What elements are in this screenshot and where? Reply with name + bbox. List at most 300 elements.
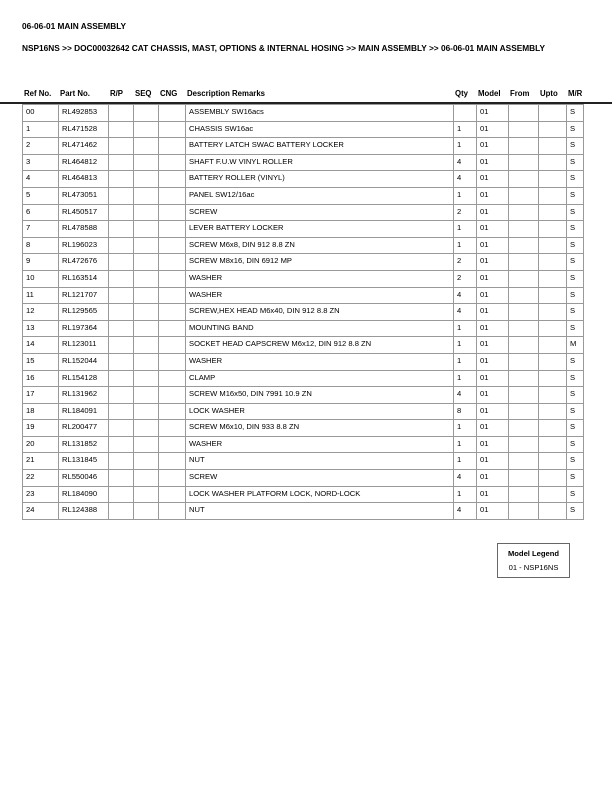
cell-from bbox=[509, 337, 539, 354]
table-row bbox=[23, 270, 584, 287]
cell-qty: 4 bbox=[454, 287, 477, 304]
cell-from bbox=[509, 105, 539, 122]
cell-mr: S bbox=[567, 221, 584, 238]
cell-from bbox=[509, 503, 539, 520]
cell-part-no: RL473051 bbox=[59, 187, 109, 204]
cell-model: 01 bbox=[477, 453, 509, 470]
table-row bbox=[23, 403, 584, 420]
cell-cng bbox=[159, 270, 186, 287]
cell-qty: 1 bbox=[454, 121, 477, 138]
cell-from bbox=[509, 187, 539, 204]
cell-upto bbox=[539, 105, 567, 122]
cell-mr: S bbox=[567, 387, 584, 404]
cell-seq bbox=[134, 320, 159, 337]
cell-part-no: RL197364 bbox=[59, 320, 109, 337]
model-legend bbox=[497, 543, 570, 578]
cell-model: 01 bbox=[477, 270, 509, 287]
cell-seq bbox=[134, 138, 159, 155]
cell-seq bbox=[134, 121, 159, 138]
cell-model: 01 bbox=[477, 420, 509, 437]
cell-description: LOCK WASHER bbox=[186, 403, 454, 420]
cell-from bbox=[509, 304, 539, 321]
cell-model: 01 bbox=[477, 237, 509, 254]
cell-qty: 1 bbox=[454, 187, 477, 204]
cell-seq bbox=[134, 171, 159, 188]
cell-seq bbox=[134, 287, 159, 304]
cell-rp bbox=[109, 304, 134, 321]
cell-cng bbox=[159, 287, 186, 304]
cell-mr: S bbox=[567, 121, 584, 138]
cell-upto bbox=[539, 187, 567, 204]
cell-ref-no: 4 bbox=[23, 171, 59, 188]
cell-rp bbox=[109, 453, 134, 470]
cell-rp bbox=[109, 270, 134, 287]
cell-model: 01 bbox=[477, 154, 509, 171]
cell-seq bbox=[134, 237, 159, 254]
cell-description: SCREW M16x50, DIN 7991 10.9 ZN bbox=[186, 387, 454, 404]
cell-qty: 1 bbox=[454, 486, 477, 503]
cell-rp bbox=[109, 204, 134, 221]
cell-cng bbox=[159, 353, 186, 370]
cell-qty: 2 bbox=[454, 204, 477, 221]
cell-upto bbox=[539, 154, 567, 171]
cell-seq bbox=[134, 470, 159, 487]
cell-cng bbox=[159, 337, 186, 354]
cell-model: 01 bbox=[477, 320, 509, 337]
cell-model: 01 bbox=[477, 304, 509, 321]
cell-mr: S bbox=[567, 353, 584, 370]
cell-upto bbox=[539, 503, 567, 520]
cell-mr: S bbox=[567, 503, 584, 520]
table-row bbox=[23, 287, 584, 304]
cell-from bbox=[509, 320, 539, 337]
cell-rp bbox=[109, 105, 134, 122]
cell-seq bbox=[134, 503, 159, 520]
cell-ref-no: 20 bbox=[23, 436, 59, 453]
cell-description: BATTERY ROLLER (VINYL) bbox=[186, 171, 454, 188]
cell-from bbox=[509, 237, 539, 254]
cell-ref-no: 17 bbox=[23, 387, 59, 404]
cell-mr: S bbox=[567, 486, 584, 503]
cell-model: 01 bbox=[477, 503, 509, 520]
cell-part-no: RL550046 bbox=[59, 470, 109, 487]
cell-description: WASHER bbox=[186, 270, 454, 287]
cell-rp bbox=[109, 237, 134, 254]
cell-qty: 4 bbox=[454, 470, 477, 487]
cell-part-no: RL131852 bbox=[59, 436, 109, 453]
cell-upto bbox=[539, 486, 567, 503]
table-row bbox=[23, 171, 584, 188]
table-row bbox=[23, 337, 584, 354]
cell-description: MOUNTING BAND bbox=[186, 320, 454, 337]
cell-rp bbox=[109, 154, 134, 171]
cell-from bbox=[509, 470, 539, 487]
cell-mr: S bbox=[567, 254, 584, 271]
header-description: Description Remarks bbox=[187, 88, 265, 98]
cell-upto bbox=[539, 204, 567, 221]
cell-description: SCREW,HEX HEAD M6x40, DIN 912 8.8 ZN bbox=[186, 304, 454, 321]
cell-upto bbox=[539, 453, 567, 470]
cell-description: CHASSIS SW16ac bbox=[186, 121, 454, 138]
cell-seq bbox=[134, 105, 159, 122]
cell-upto bbox=[539, 138, 567, 155]
cell-cng bbox=[159, 436, 186, 453]
cell-description: WASHER bbox=[186, 436, 454, 453]
cell-cng bbox=[159, 503, 186, 520]
cell-model: 01 bbox=[477, 436, 509, 453]
table-row bbox=[23, 353, 584, 370]
cell-ref-no: 16 bbox=[23, 370, 59, 387]
cell-qty: 1 bbox=[454, 436, 477, 453]
header-seq: SEQ bbox=[135, 88, 152, 98]
cell-upto bbox=[539, 304, 567, 321]
cell-seq bbox=[134, 154, 159, 171]
cell-description: SCREW M6x8, DIN 912 8.8 ZN bbox=[186, 237, 454, 254]
cell-upto bbox=[539, 270, 567, 287]
cell-mr: S bbox=[567, 204, 584, 221]
table-row bbox=[23, 470, 584, 487]
cell-part-no: RL472676 bbox=[59, 254, 109, 271]
cell-from bbox=[509, 121, 539, 138]
cell-description: BATTERY LATCH SWAC BATTERY LOCKER bbox=[186, 138, 454, 155]
cell-part-no: RL464813 bbox=[59, 171, 109, 188]
cell-seq bbox=[134, 304, 159, 321]
cell-upto bbox=[539, 337, 567, 354]
cell-rp bbox=[109, 171, 134, 188]
cell-model: 01 bbox=[477, 370, 509, 387]
table-row bbox=[23, 420, 584, 437]
cell-model: 01 bbox=[477, 121, 509, 138]
cell-mr: S bbox=[567, 453, 584, 470]
header-cng: CNG bbox=[160, 88, 178, 98]
cell-seq bbox=[134, 403, 159, 420]
cell-model: 01 bbox=[477, 204, 509, 221]
cell-ref-no: 12 bbox=[23, 304, 59, 321]
table-row bbox=[23, 237, 584, 254]
cell-ref-no: 1 bbox=[23, 121, 59, 138]
table-row bbox=[23, 320, 584, 337]
cell-rp bbox=[109, 387, 134, 404]
cell-seq bbox=[134, 254, 159, 271]
cell-upto bbox=[539, 420, 567, 437]
cell-cng bbox=[159, 370, 186, 387]
cell-upto bbox=[539, 171, 567, 188]
cell-qty: 1 bbox=[454, 420, 477, 437]
cell-description: LOCK WASHER PLATFORM LOCK, NORD-LOCK bbox=[186, 486, 454, 503]
cell-upto bbox=[539, 221, 567, 238]
cell-upto bbox=[539, 121, 567, 138]
cell-mr: S bbox=[567, 304, 584, 321]
cell-ref-no: 19 bbox=[23, 420, 59, 437]
cell-ref-no: 3 bbox=[23, 154, 59, 171]
cell-cng bbox=[159, 221, 186, 238]
cell-model: 01 bbox=[477, 105, 509, 122]
cell-seq bbox=[134, 436, 159, 453]
cell-rp bbox=[109, 370, 134, 387]
cell-mr: S bbox=[567, 138, 584, 155]
cell-cng bbox=[159, 304, 186, 321]
cell-qty: 1 bbox=[454, 370, 477, 387]
cell-cng bbox=[159, 453, 186, 470]
table-row bbox=[23, 436, 584, 453]
cell-part-no: RL464812 bbox=[59, 154, 109, 171]
cell-cng bbox=[159, 171, 186, 188]
cell-description: SOCKET HEAD CAPSCREW M6x12, DIN 912 8.8 ZN bbox=[186, 337, 454, 354]
cell-description: SCREW bbox=[186, 204, 454, 221]
cell-description: NUT bbox=[186, 453, 454, 470]
cell-qty: 1 bbox=[454, 453, 477, 470]
table-row bbox=[23, 187, 584, 204]
cell-qty: 1 bbox=[454, 320, 477, 337]
cell-part-no: RL478588 bbox=[59, 221, 109, 238]
cell-description: SCREW M6x10, DIN 933 8.8 ZN bbox=[186, 420, 454, 437]
cell-part-no: RL492853 bbox=[59, 105, 109, 122]
cell-upto bbox=[539, 237, 567, 254]
cell-qty: 1 bbox=[454, 337, 477, 354]
cell-from bbox=[509, 154, 539, 171]
cell-rp bbox=[109, 187, 134, 204]
cell-part-no: RL131845 bbox=[59, 453, 109, 470]
cell-from bbox=[509, 171, 539, 188]
cell-rp bbox=[109, 320, 134, 337]
cell-model: 01 bbox=[477, 138, 509, 155]
cell-ref-no: 15 bbox=[23, 353, 59, 370]
cell-from bbox=[509, 420, 539, 437]
header-qty: Qty bbox=[455, 88, 468, 98]
cell-ref-no: 10 bbox=[23, 270, 59, 287]
cell-rp bbox=[109, 436, 134, 453]
cell-seq bbox=[134, 221, 159, 238]
cell-part-no: RL123011 bbox=[59, 337, 109, 354]
cell-mr: S bbox=[567, 370, 584, 387]
cell-ref-no: 5 bbox=[23, 187, 59, 204]
cell-rp bbox=[109, 221, 134, 238]
cell-model: 01 bbox=[477, 486, 509, 503]
cell-part-no: RL124388 bbox=[59, 503, 109, 520]
cell-cng bbox=[159, 154, 186, 171]
table-row bbox=[23, 387, 584, 404]
parts-table bbox=[22, 104, 584, 520]
cell-cng bbox=[159, 403, 186, 420]
cell-from bbox=[509, 287, 539, 304]
cell-qty bbox=[454, 105, 477, 122]
table-row bbox=[23, 154, 584, 171]
cell-qty: 4 bbox=[454, 503, 477, 520]
cell-part-no: RL471528 bbox=[59, 121, 109, 138]
cell-rp bbox=[109, 470, 134, 487]
cell-upto bbox=[539, 370, 567, 387]
cell-mr: S bbox=[567, 320, 584, 337]
cell-cng bbox=[159, 105, 186, 122]
cell-seq bbox=[134, 204, 159, 221]
cell-upto bbox=[539, 254, 567, 271]
header-ref-no: Ref No. bbox=[24, 88, 52, 98]
cell-rp bbox=[109, 420, 134, 437]
table-row bbox=[23, 486, 584, 503]
cell-ref-no: 9 bbox=[23, 254, 59, 271]
cell-from bbox=[509, 436, 539, 453]
cell-seq bbox=[134, 337, 159, 354]
cell-cng bbox=[159, 138, 186, 155]
cell-model: 01 bbox=[477, 287, 509, 304]
cell-ref-no: 14 bbox=[23, 337, 59, 354]
cell-ref-no: 6 bbox=[23, 204, 59, 221]
cell-description: LEVER BATTERY LOCKER bbox=[186, 221, 454, 238]
cell-part-no: RL450517 bbox=[59, 204, 109, 221]
cell-seq bbox=[134, 353, 159, 370]
cell-from bbox=[509, 387, 539, 404]
cell-ref-no: 24 bbox=[23, 503, 59, 520]
table-row bbox=[23, 138, 584, 155]
cell-description: WASHER bbox=[186, 353, 454, 370]
cell-ref-no: 00 bbox=[23, 105, 59, 122]
cell-upto bbox=[539, 470, 567, 487]
cell-ref-no: 11 bbox=[23, 287, 59, 304]
cell-upto bbox=[539, 387, 567, 404]
cell-from bbox=[509, 453, 539, 470]
cell-cng bbox=[159, 187, 186, 204]
cell-ref-no: 22 bbox=[23, 470, 59, 487]
cell-rp bbox=[109, 503, 134, 520]
cell-ref-no: 8 bbox=[23, 237, 59, 254]
cell-mr: M bbox=[567, 337, 584, 354]
cell-ref-no: 13 bbox=[23, 320, 59, 337]
table-row bbox=[23, 204, 584, 221]
cell-from bbox=[509, 370, 539, 387]
cell-part-no: RL184090 bbox=[59, 486, 109, 503]
cell-upto bbox=[539, 320, 567, 337]
cell-part-no: RL129565 bbox=[59, 304, 109, 321]
page-title: 06-06-01 MAIN ASSEMBLY bbox=[22, 21, 127, 31]
cell-from bbox=[509, 270, 539, 287]
cell-part-no: RL154128 bbox=[59, 370, 109, 387]
cell-qty: 8 bbox=[454, 403, 477, 420]
cell-part-no: RL200477 bbox=[59, 420, 109, 437]
cell-from bbox=[509, 138, 539, 155]
cell-upto bbox=[539, 436, 567, 453]
cell-from bbox=[509, 254, 539, 271]
cell-seq bbox=[134, 387, 159, 404]
cell-mr: S bbox=[567, 171, 584, 188]
header-from: From bbox=[510, 88, 530, 98]
table-row bbox=[23, 503, 584, 520]
cell-ref-no: 2 bbox=[23, 138, 59, 155]
cell-seq bbox=[134, 453, 159, 470]
cell-description: WASHER bbox=[186, 287, 454, 304]
header-model: Model bbox=[478, 88, 501, 98]
header-part-no: Part No. bbox=[60, 88, 90, 98]
cell-model: 01 bbox=[477, 337, 509, 354]
cell-cng bbox=[159, 320, 186, 337]
cell-model: 01 bbox=[477, 403, 509, 420]
cell-mr: S bbox=[567, 237, 584, 254]
cell-mr: S bbox=[567, 436, 584, 453]
cell-mr: S bbox=[567, 287, 584, 304]
cell-cng bbox=[159, 204, 186, 221]
cell-description: SHAFT F.U.W VINYL ROLLER bbox=[186, 154, 454, 171]
cell-model: 01 bbox=[477, 470, 509, 487]
cell-part-no: RL196023 bbox=[59, 237, 109, 254]
cell-rp bbox=[109, 287, 134, 304]
header-mr: M/R bbox=[568, 88, 583, 98]
cell-mr: S bbox=[567, 470, 584, 487]
cell-part-no: RL471462 bbox=[59, 138, 109, 155]
cell-qty: 4 bbox=[454, 304, 477, 321]
cell-rp bbox=[109, 403, 134, 420]
cell-rp bbox=[109, 121, 134, 138]
cell-model: 01 bbox=[477, 387, 509, 404]
cell-model: 01 bbox=[477, 221, 509, 238]
cell-rp bbox=[109, 254, 134, 271]
cell-seq bbox=[134, 486, 159, 503]
cell-ref-no: 18 bbox=[23, 403, 59, 420]
cell-qty: 4 bbox=[454, 387, 477, 404]
legend-title: Model Legend bbox=[507, 549, 560, 558]
cell-description: PANEL SW12/16ac bbox=[186, 187, 454, 204]
cell-description: CLAMP bbox=[186, 370, 454, 387]
cell-from bbox=[509, 403, 539, 420]
cell-mr: S bbox=[567, 420, 584, 437]
cell-upto bbox=[539, 287, 567, 304]
header-rp: R/P bbox=[110, 88, 123, 98]
cell-part-no: RL152044 bbox=[59, 353, 109, 370]
cell-cng bbox=[159, 470, 186, 487]
cell-upto bbox=[539, 403, 567, 420]
cell-model: 01 bbox=[477, 353, 509, 370]
cell-from bbox=[509, 221, 539, 238]
cell-ref-no: 23 bbox=[23, 486, 59, 503]
cell-mr: S bbox=[567, 270, 584, 287]
cell-seq bbox=[134, 420, 159, 437]
cell-from bbox=[509, 353, 539, 370]
cell-part-no: RL121707 bbox=[59, 287, 109, 304]
legend-entry: 01 - NSP16NS bbox=[508, 563, 559, 572]
cell-cng bbox=[159, 387, 186, 404]
cell-from bbox=[509, 204, 539, 221]
cell-part-no: RL131962 bbox=[59, 387, 109, 404]
cell-rp bbox=[109, 337, 134, 354]
cell-seq bbox=[134, 370, 159, 387]
cell-cng bbox=[159, 420, 186, 437]
cell-rp bbox=[109, 138, 134, 155]
cell-upto bbox=[539, 353, 567, 370]
column-headers bbox=[22, 86, 586, 100]
cell-description: SCREW bbox=[186, 470, 454, 487]
table-row bbox=[23, 453, 584, 470]
cell-qty: 1 bbox=[454, 353, 477, 370]
header-upto: Upto bbox=[540, 88, 558, 98]
cell-model: 01 bbox=[477, 187, 509, 204]
cell-part-no: RL184091 bbox=[59, 403, 109, 420]
cell-mr: S bbox=[567, 154, 584, 171]
cell-qty: 1 bbox=[454, 237, 477, 254]
cell-ref-no: 21 bbox=[23, 453, 59, 470]
cell-qty: 4 bbox=[454, 154, 477, 171]
cell-mr: S bbox=[567, 187, 584, 204]
cell-model: 01 bbox=[477, 171, 509, 188]
cell-mr: S bbox=[567, 105, 584, 122]
table-row bbox=[23, 221, 584, 238]
cell-description: SCREW M8x16, DIN 6912 MP bbox=[186, 254, 454, 271]
cell-qty: 2 bbox=[454, 270, 477, 287]
cell-cng bbox=[159, 121, 186, 138]
table-row bbox=[23, 105, 584, 122]
cell-qty: 1 bbox=[454, 138, 477, 155]
cell-ref-no: 7 bbox=[23, 221, 59, 238]
cell-mr: S bbox=[567, 403, 584, 420]
table-row bbox=[23, 370, 584, 387]
cell-seq bbox=[134, 187, 159, 204]
